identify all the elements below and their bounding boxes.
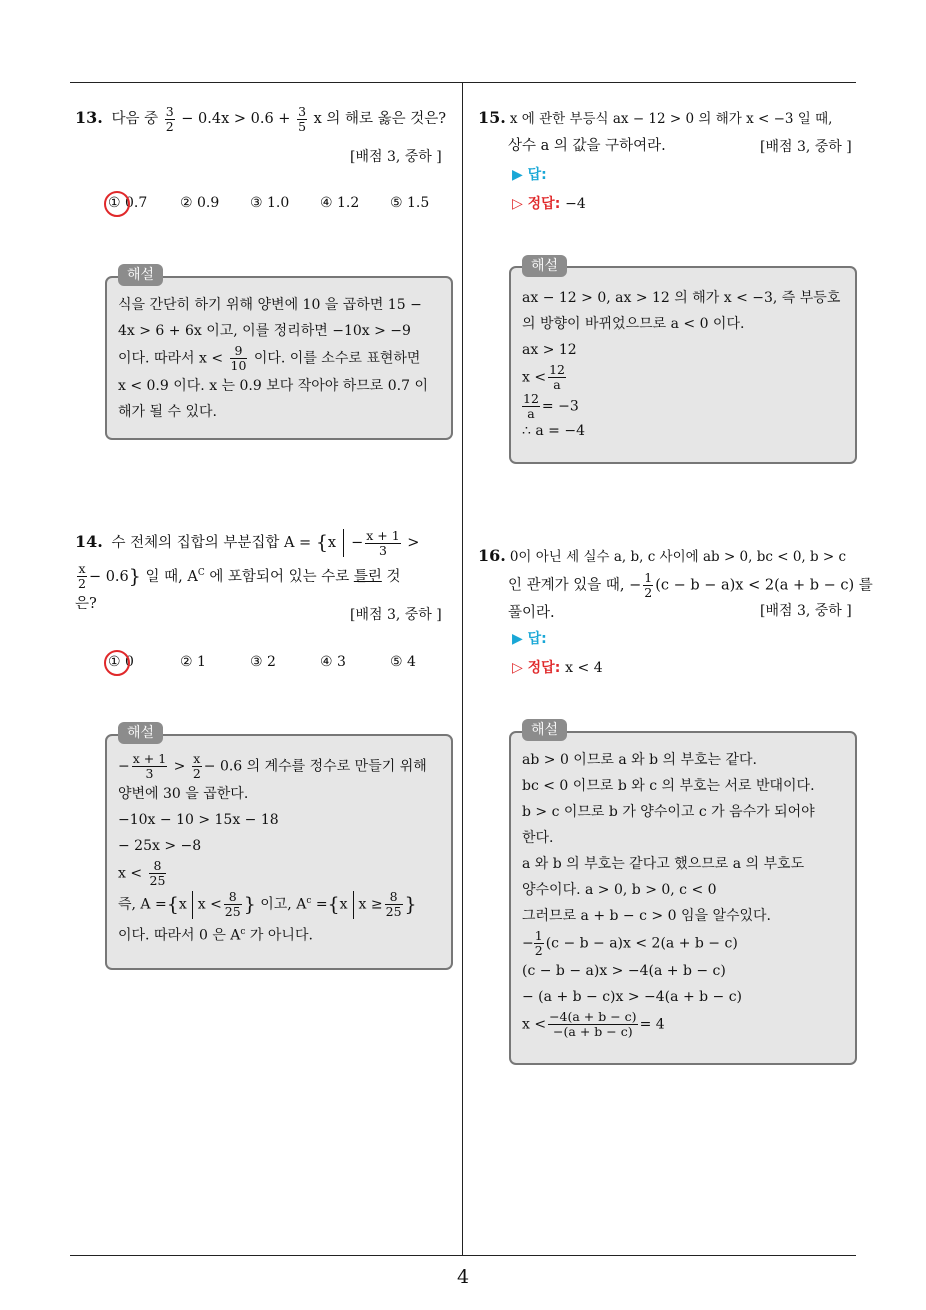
explanation-tab: 해설 [118,264,163,286]
explanation-text: ax − 12 > 0, ax > 12 의 해가 x < −3, 즉 부등호 의 방향이 바뀌었으므로 a < 0 이다. ax > 12 x < $\frac{12}{a}$ $\frac{12}{a}$ = −3 ∴ a = −4 [522,290,841,439]
question-text: x 의 해로 옳은 것은? [313,111,447,127]
bottom-rule [70,1255,856,1256]
answer-mark-circle [104,650,130,676]
correct-answer: ▷ 정답: −4 [512,196,586,212]
question-15: 15. x 에 관한 부등식 ax − 12 > 0 의 해가 x < −3 일 때, 상수 a 의 값을 구하여라. [478,108,833,154]
question-number: 15. [478,108,506,127]
question-14: 14. 수 전체의 집합의 부분집합 A = {x − $\frac{x + 1}{3}$ > $\frac{x}{2}$ − 0.6} 일 때, $A^C$ 에 포함되어 있는 수로 틀린 것 은? [75,527,420,612]
explanation-tab: 해설 [522,255,567,277]
question-13 [75,104,455,134]
question-text: 다음 중 [111,111,159,127]
top-rule [70,82,856,83]
choice-2[interactable]: ② 1 [180,654,206,670]
choice-1[interactable]: ① 0.7 [108,195,148,211]
choice-3[interactable]: ③ 2 [250,654,276,670]
explanation-tab: 해설 [522,719,567,741]
fraction: $\frac{3}{5}$ [298,103,307,134]
choice-4[interactable]: ④ 3 [320,654,346,670]
question-text: − 0.4x > 0.6 + [181,111,291,127]
question-16: 16. 0이 아닌 세 실수 a, b, c 사이에 ab > 0, bc < 0, b > c 인 관계가 있을 때, − $\frac{1}{2}$ (c − b − a)x < 2(a + b − c) 를 풀이라. [478,546,873,621]
score-label: [배점 3, 중하 ] [350,149,442,165]
explanation-tab: 해설 [118,722,163,744]
choice-2[interactable]: ② 0.9 [180,195,220,211]
answer-input-label[interactable]: ▶ 답: [512,167,547,183]
choice-1[interactable]: ① 0 [108,654,134,670]
column-divider [462,82,463,1256]
correct-answer: ▷ 정답: x < 4 [512,660,603,676]
question-number: 16. [478,546,506,565]
question-number: 13. [75,108,103,127]
explanation-text: − $\frac{x + 1}{3}$ > $\frac{x}{2}$ − 0.6 의 계수를 정수로 만들기 위해 양변에 30 을 곱한다. −10x − 10 > 15x − 18 − 25x > −8 x < $\frac{8}{25}$ 즉, A ={x x < $\frac{8}{25}$ } 이고, $A^c =\{x$ x ≥ $\frac{8}{25}$ } 이다. 따라서 0 은 $A^c$ 가 아니다. [118,751,427,944]
choice-4[interactable]: ④ 1.2 [320,195,360,211]
answer-mark-circle [104,191,130,217]
fraction: $\frac{9}{10}$ [230,343,247,373]
choice-5[interactable]: ⑤ 4 [390,654,416,670]
question-number: 14. [75,532,103,551]
score-label: [배점 3, 중하 ] [760,603,852,619]
score-label: [배점 3, 중하 ] [350,607,442,623]
answer-input-label[interactable]: ▶ 답: [512,631,547,647]
choice-5[interactable]: ⑤ 1.5 [390,195,430,211]
fraction: $\frac{3}{2}$ [165,103,174,134]
score-label: [배점 3, 중하 ] [760,139,852,155]
explanation-text: 식을 간단히 하기 위해 양변에 10 을 곱하면 15 − 4x > 6 + 6x 이고, 이를 정리하면 −10x > −9 이다. 따라서 x < $\frac{9}{10}$ 이다. 이를 소수로 표현하면 x < 0.9 이다. x 는 0.9 보다 작아야 하므로 0.7 이 해가 될 수 있다. [118,297,429,420]
choice-3[interactable]: ③ 1.0 [250,195,290,211]
page-number: 4 [456,1266,470,1288]
explanation-text: ab > 0 이므로 a 와 b 의 부호는 같다. bc < 0 이므로 b 와 c 의 부호는 서로 반대이다. b > c 이므로 b 가 양수이고 c 가 음수가 되어야 한다. a 와 b 의 부호는 같다고 했으므로 a 의 부호도 양수이다. a > 0, b > 0, c < 0 그러므로 a + b − c > 0 임을 알수있다. − $\frac{1}{2}$ (c − b − a)x < 2(a + b − c) (c − b − a)x > −4(a + b − c) − (a + b − c)x > −4(a + b − c) x < $\frac{-4(a + b - c)}{-(a + b - c)}$ = 4 [522,752,815,1039]
